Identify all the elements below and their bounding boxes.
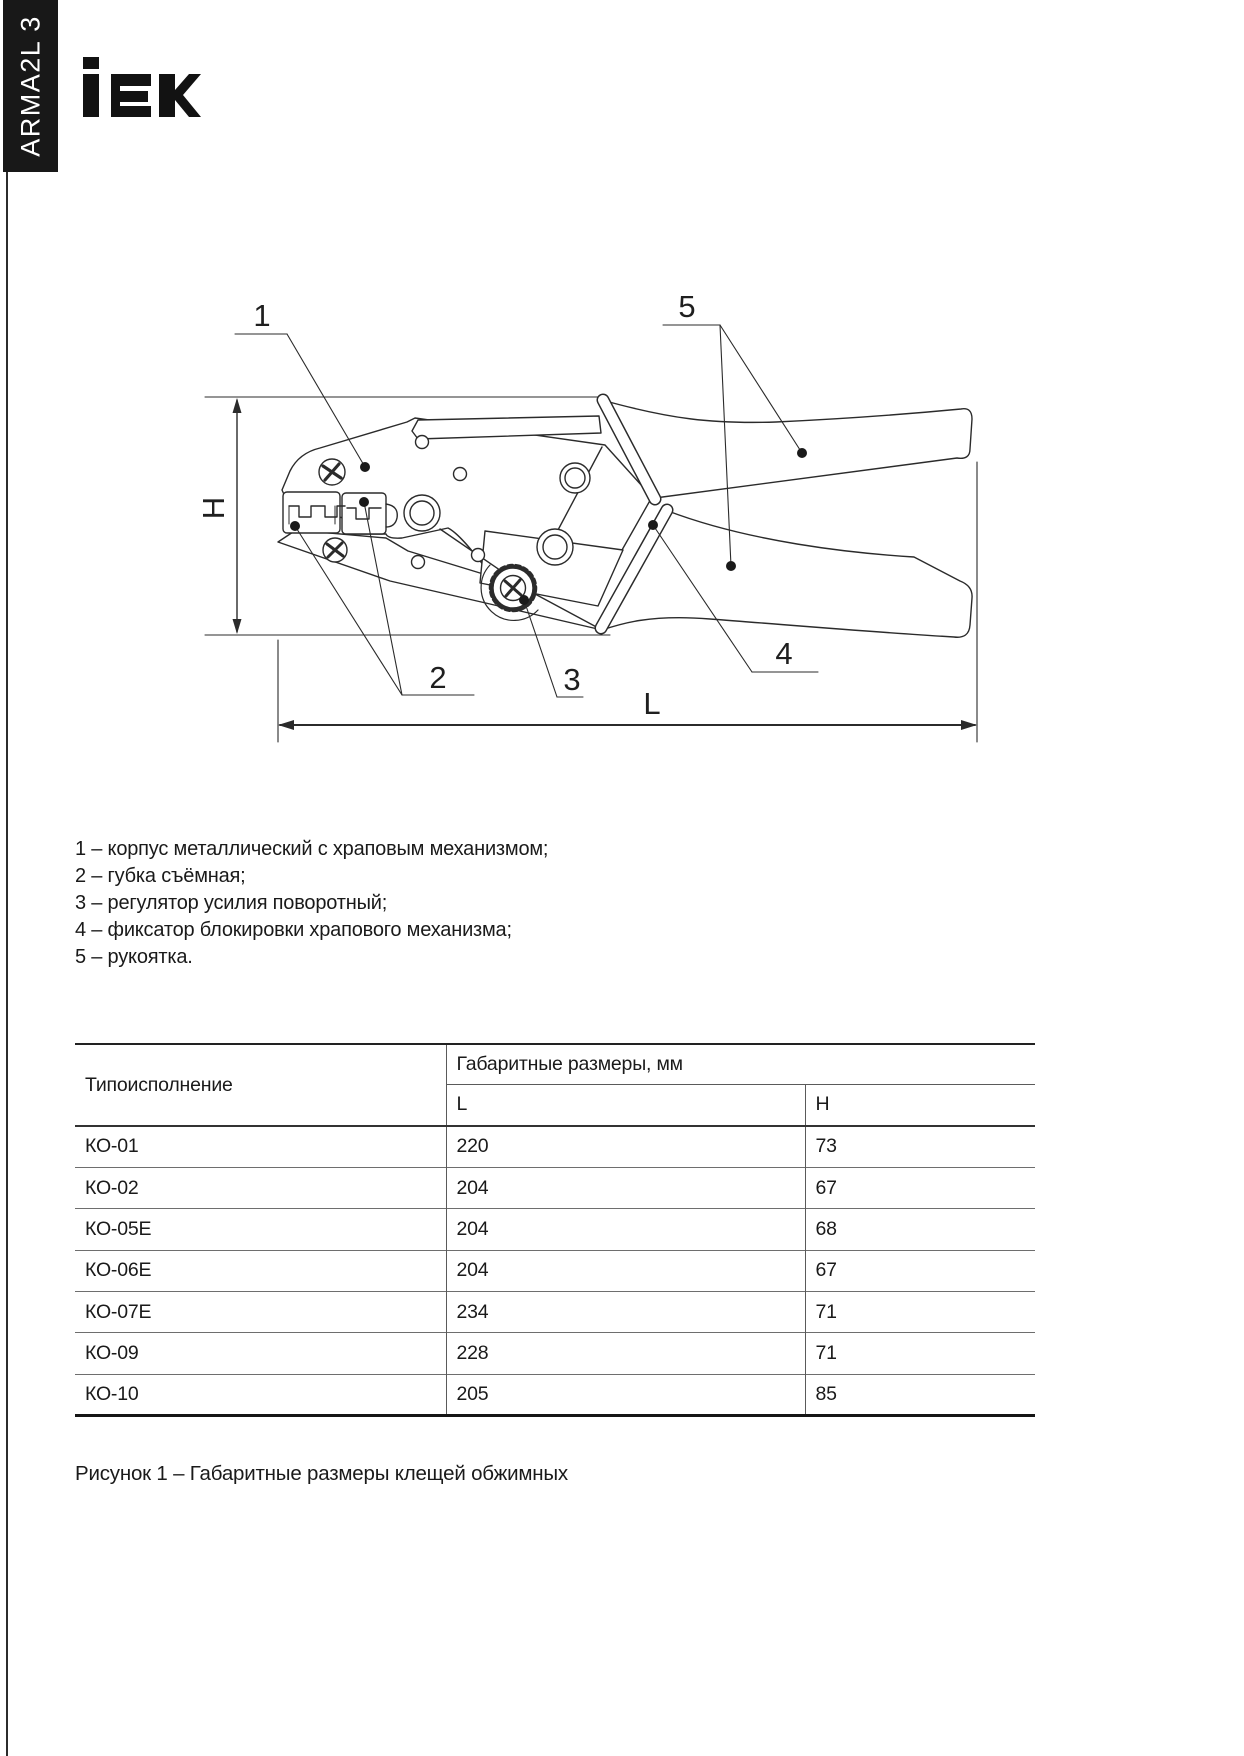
cell-L: 228	[446, 1333, 805, 1374]
table-row	[75, 1209, 1035, 1250]
parts-legend	[75, 836, 548, 971]
callout-3-label: 3	[563, 662, 581, 697]
iek-logo	[83, 57, 201, 117]
tool-drawing	[205, 325, 977, 742]
length-dimension	[278, 720, 977, 730]
callout-1-label: 1	[253, 298, 271, 333]
cell-H: 85	[805, 1374, 1035, 1415]
table-row	[75, 1167, 1035, 1208]
cell-L: 204	[446, 1209, 805, 1250]
spec-table-head	[75, 1044, 1035, 1126]
legend-item: 2 – губка съёмная;	[75, 865, 246, 887]
cell-L: 204	[446, 1167, 805, 1208]
cell-L: 234	[446, 1292, 805, 1333]
table-row	[75, 1374, 1035, 1415]
figure-drawing	[150, 250, 1000, 750]
cell-type: КО-02	[75, 1167, 446, 1208]
col-header-dimensions: Габаритные размеры, мм	[446, 1044, 1035, 1084]
callout-5-label: 5	[678, 289, 696, 324]
cell-H: 73	[805, 1126, 1035, 1167]
height-dimension	[233, 398, 242, 634]
cell-L: 205	[446, 1374, 805, 1415]
side-tab-label: ARMA2L 3	[15, 15, 45, 157]
logo-letter-k	[159, 74, 201, 117]
cell-type: КО-10	[75, 1374, 446, 1415]
table-row	[75, 1292, 1035, 1333]
cell-type: КО-06Е	[75, 1250, 446, 1291]
legend-item: 3 – регулятор усилия поворотный;	[75, 892, 388, 914]
upper-handle	[602, 400, 972, 498]
legend-item: 5 – рукоятка.	[75, 946, 193, 968]
logo-letter-i-bar	[83, 74, 99, 117]
cell-H: 71	[805, 1333, 1035, 1374]
table-row	[75, 1333, 1035, 1374]
table-row	[75, 1126, 1035, 1167]
length-dim-label: L	[643, 686, 661, 721]
removable-jaw-dies	[283, 492, 397, 534]
spring-plate	[412, 416, 601, 439]
callout-4-label: 4	[775, 636, 793, 671]
legend-item: 4 – фиксатор блокировки храпового механизма;	[75, 919, 512, 941]
subheader-H: H	[805, 1084, 1035, 1126]
spec-table	[75, 1043, 1035, 1417]
figure-caption: Рисунок 1 – Габаритные размеры клещей обжимных	[75, 1462, 568, 1485]
side-tab	[3, 0, 58, 172]
callout-2-label: 2	[429, 660, 447, 695]
table-row	[75, 1250, 1035, 1291]
logo-letter-e	[111, 74, 151, 117]
left-margin-rule	[6, 172, 8, 1756]
cell-type: КО-09	[75, 1333, 446, 1374]
subheader-L: L	[446, 1084, 805, 1126]
logo-letter-i-dot	[83, 57, 99, 69]
phillips-screw-top	[319, 459, 345, 485]
cell-H: 71	[805, 1292, 1035, 1333]
col-header-type: Типоисполнение	[85, 1073, 233, 1096]
cell-H: 68	[805, 1209, 1035, 1250]
table-header-row-1	[75, 1044, 1035, 1084]
height-dim-label: H	[196, 496, 231, 520]
phillips-screw-bottom	[323, 538, 347, 562]
table-body	[75, 1126, 1035, 1416]
cell-type: КО-05Е	[75, 1209, 446, 1250]
cell-H: 67	[805, 1250, 1035, 1291]
cell-type: КО-01	[75, 1126, 446, 1167]
legend-item: 1 – корпус металлический с храповым механизмом;	[75, 838, 549, 860]
cell-H: 67	[805, 1167, 1035, 1208]
cell-L: 220	[446, 1126, 805, 1167]
cell-type: КО-07Е	[75, 1292, 446, 1333]
cell-L: 204	[446, 1250, 805, 1291]
logo-letters	[83, 57, 201, 117]
